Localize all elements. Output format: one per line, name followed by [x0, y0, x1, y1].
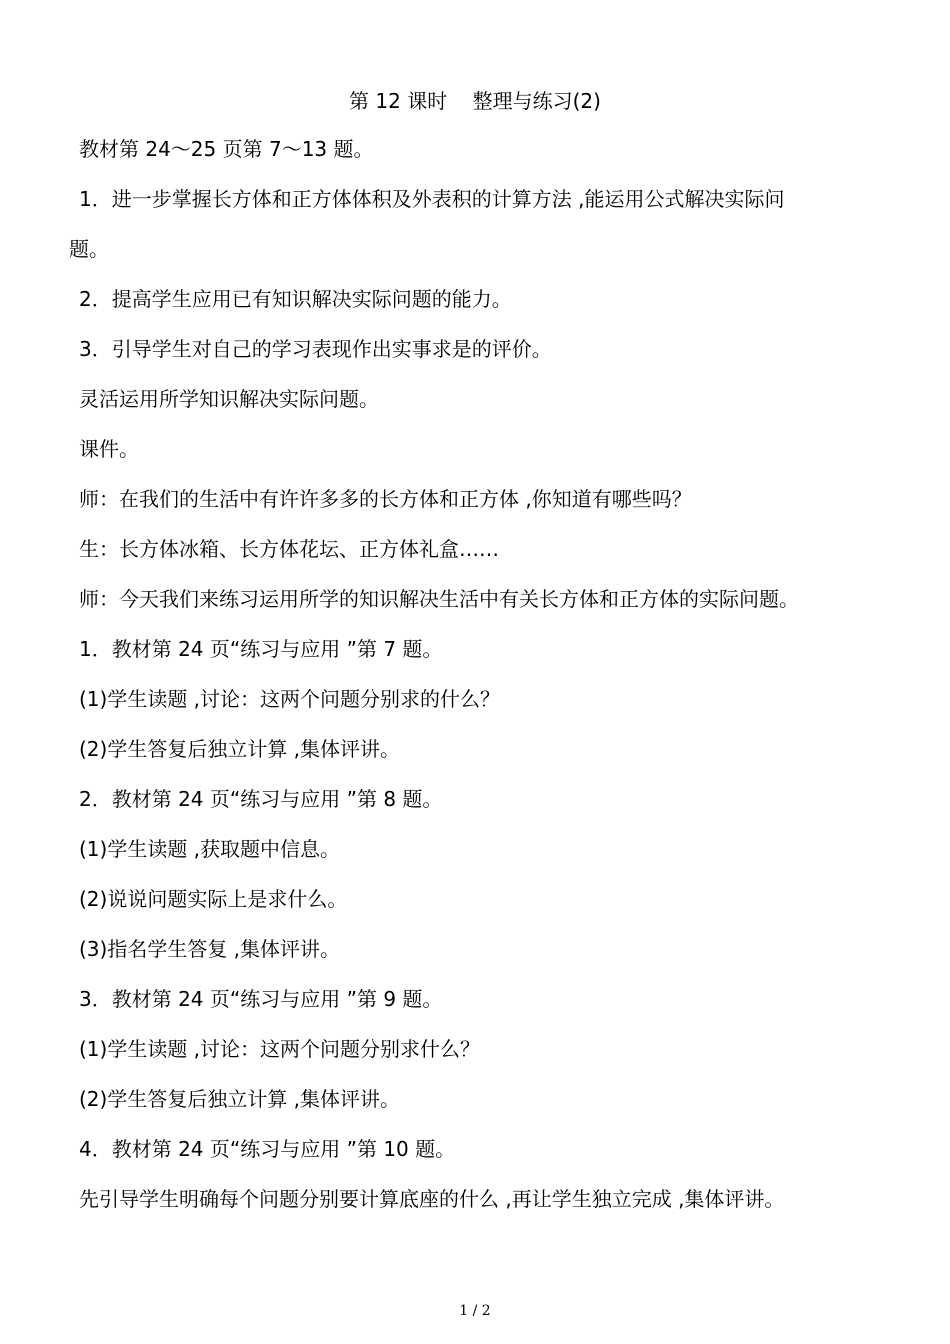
paragraph-goal-1-continued: 题。 — [69, 237, 109, 261]
exercise-1-step-2: (2)学生答复后独立计算 ,集体评讲。 — [79, 737, 401, 761]
paragraph-student-answer: 生：长方体冰箱、长方体花坛、正方体礼盒…… — [79, 537, 499, 561]
exercise-3-step-1: (1)学生读题 ,讨论：这两个问题分别求什么？ — [79, 1037, 481, 1061]
paragraph-goal-3: 3．引导学生对自己的学习表现作出实事求是的评价。 — [79, 337, 552, 361]
paragraph-key-point: 灵活运用所学知识解决实际问题。 — [79, 387, 379, 411]
exercise-2-heading: 2．教材第 24 页“练习与应用 ”第 8 题。 — [79, 787, 443, 811]
exercise-1-step-1: (1)学生读题 ,讨论：这两个问题分别求的什么？ — [79, 687, 501, 711]
paragraph-teacher-question: 师：在我们的生活中有许许多多的长方体和正方体 ,你知道有哪些吗？ — [79, 487, 692, 511]
exercise-3-heading: 3．教材第 24 页“练习与应用 ”第 9 题。 — [79, 987, 443, 1011]
exercise-2-step-2: (2)说说问题实际上是求什么。 — [79, 887, 348, 911]
page-number: 1 / 2 — [459, 1303, 491, 1319]
lesson-title: 第 12 课时 整理与练习(2) — [349, 89, 601, 113]
exercise-4-instruction: 先引导学生明确每个问题分别要计算底座的什么 ,再让学生独立完成 ,集体评讲。 — [79, 1187, 785, 1211]
exercise-2-step-1: (1)学生读题 ,获取题中信息。 — [79, 837, 341, 861]
exercise-1-heading: 1．教材第 24 页“练习与应用 ”第 7 题。 — [79, 637, 443, 661]
exercise-3-step-2: (2)学生答复后独立计算 ,集体评讲。 — [79, 1087, 401, 1111]
paragraph-textbook-range: 教材第 24～25 页第 7～13 题。 — [79, 137, 374, 161]
paragraph-teacher-intro: 师：今天我们来练习运用所学的知识解决生活中有关长方体和正方体的实际问题。 — [79, 587, 799, 611]
exercise-2-step-3: (3)指名学生答复 ,集体评讲。 — [79, 937, 341, 961]
paragraph-materials: 课件。 — [79, 437, 139, 461]
paragraph-goal-1: 1．进一步掌握长方体和正方体体积及外表积的计算方法 ,能运用公式解决实际问 — [79, 187, 785, 211]
paragraph-goal-2: 2．提高学生应用已有知识解决实际问题的能力。 — [79, 287, 512, 311]
exercise-4-heading: 4．教材第 24 页“练习与应用 ”第 10 题。 — [79, 1137, 456, 1161]
